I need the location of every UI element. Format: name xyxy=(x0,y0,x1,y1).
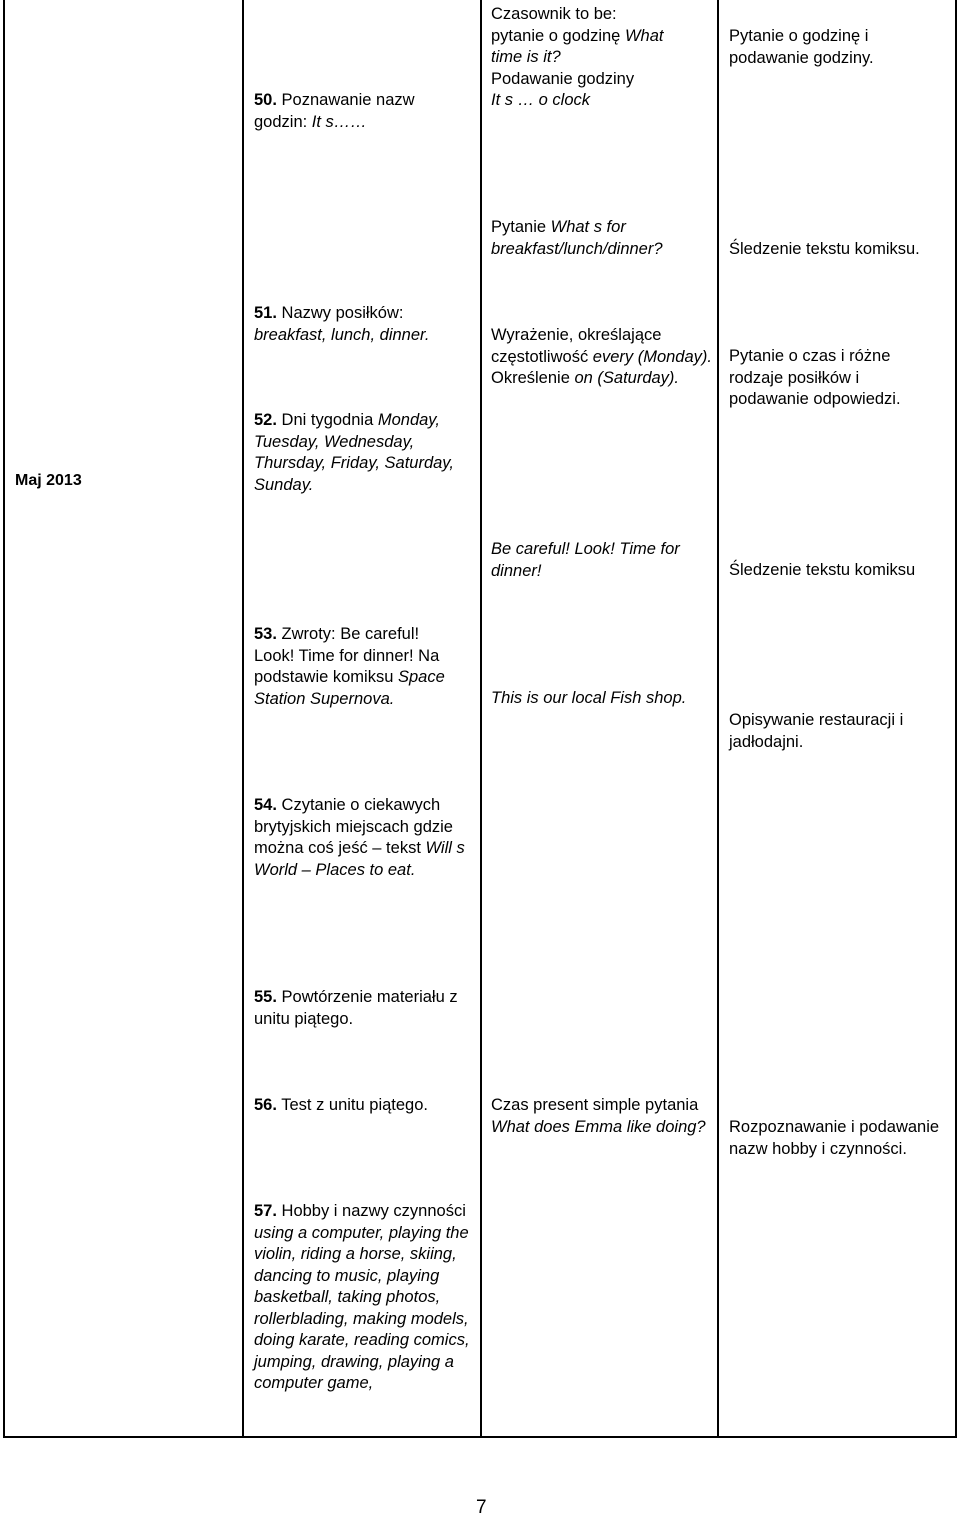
lesson-57-topic xyxy=(254,1201,472,1395)
lesson-50-topic xyxy=(254,90,469,133)
lesson-55-topic xyxy=(254,987,469,1030)
lesson-50-grammar-line1: Czasownik to be: xyxy=(491,5,617,23)
lesson-57-topic-text: Hobby i nazwy czynności xyxy=(281,1202,466,1220)
lesson-50-grammar-line5-italic: It s … o clock xyxy=(491,91,591,109)
lesson-51-grammar-2-italic-b: on (Saturday). xyxy=(574,369,680,387)
table-border-col1 xyxy=(242,0,244,1438)
lesson-51-skill-2: Pytanie o czas i różne rodzaje posiłków i podawanie odpowiedzi. xyxy=(729,347,901,408)
lesson-51-grammar-2-italic-a: every (Monday). xyxy=(592,347,712,366)
table-border-right xyxy=(955,0,957,1438)
lesson-56-grammar xyxy=(491,1095,713,1138)
lesson-56-skill: Rozpoznawanie i podawanie nazw hobby i czynności. xyxy=(729,1118,940,1158)
lesson-54-topic xyxy=(254,795,469,881)
lesson-52-topic-italic: Monday, Tuesday, Wednesday, Thursday, Friday, Saturday, Sunday. xyxy=(254,411,454,494)
lesson-51-grammar-2-text-b: Określenie xyxy=(491,369,575,387)
lesson-53-grammar-2-italic: This is our local Fish shop. xyxy=(491,689,687,707)
lesson-53-grammar-1 xyxy=(491,539,713,582)
lesson-52-topic xyxy=(254,410,469,496)
lesson-53-topic-text: Zwroty: Be careful! Look! Time for dinner! Na podstawie komiksu xyxy=(254,625,440,686)
lesson-54-number: 54. xyxy=(254,796,277,814)
lesson-56-number: 56. xyxy=(254,1096,277,1114)
lesson-53-topic xyxy=(254,624,454,710)
lesson-50-grammar-line3 xyxy=(491,47,713,69)
lesson-50-grammar-line5 xyxy=(491,90,713,112)
lesson-53-skill-1: Śledzenie tekstu komiksu xyxy=(729,561,916,579)
lesson-51-grammar-1 xyxy=(491,217,713,260)
lesson-51-grammar-1-italic: What s for breakfast/lunch/dinner? xyxy=(491,218,663,258)
lesson-51-grammar-2 xyxy=(491,325,713,390)
lesson-50-grammar-line4: Podawanie godziny xyxy=(491,69,635,88)
table-border-left xyxy=(3,0,5,1438)
month-label: Maj 2013 xyxy=(15,472,82,489)
lesson-50-grammar-line2-italic: What xyxy=(624,26,664,45)
table-border-col3 xyxy=(717,0,719,1438)
lesson-55-number: 55. xyxy=(254,988,277,1006)
lesson-51-topic-italic: breakfast, lunch, dinner. xyxy=(254,325,430,344)
lesson-50-topic-italic: It s…… xyxy=(311,112,367,131)
lesson-54-topic-italic: Will s World – Places to eat. xyxy=(254,839,465,879)
lesson-52-number: 52. xyxy=(254,411,277,429)
lesson-56-topic-text: Test z unitu piątego. xyxy=(281,1096,428,1114)
lesson-57-number: 57. xyxy=(254,1202,277,1220)
lesson-51-topic-text: Nazwy posiłków: xyxy=(281,304,404,322)
lesson-51-grammar-2-text-a: Wyrażenie, określające częstotliwość xyxy=(491,326,662,366)
lesson-51-grammar-1-text: Pytanie xyxy=(491,218,551,236)
lesson-51-topic xyxy=(254,303,469,346)
table-border-bottom xyxy=(3,1436,957,1438)
page-number: 7 xyxy=(476,1497,487,1518)
lesson-53-topic-italic: Space Station Supernova. xyxy=(254,668,445,708)
lesson-50-topic-text: Poznawanie nazw godzin: xyxy=(254,91,415,131)
lesson-53-grammar-2 xyxy=(491,688,701,710)
lesson-50-grammar-line3-italic: time is it? xyxy=(491,48,561,66)
lesson-50-skill: Pytanie o godzinę i podawanie godziny. xyxy=(729,27,874,67)
lesson-52-topic-text: Dni tygodnia xyxy=(281,411,378,429)
lesson-50-grammar-line2 xyxy=(491,26,713,48)
lesson-55-topic-text: Powtórzenie materiału z unitu piątego. xyxy=(254,988,458,1028)
lesson-56-topic xyxy=(254,1095,476,1117)
lesson-53-grammar-1-italic: Be careful! Look! Time for dinner! xyxy=(491,540,680,580)
lesson-51-number: 51. xyxy=(254,304,277,322)
table-border-col2 xyxy=(480,0,482,1438)
lesson-56-grammar-text: Czas present simple pytania xyxy=(491,1096,699,1114)
lesson-53-skill-2: Opisywanie restauracji i jadłodajni. xyxy=(729,711,904,751)
lesson-50-grammar xyxy=(491,4,713,112)
lesson-50-number: 50. xyxy=(254,91,277,109)
lesson-50-grammar-line2-text: pytanie o godzinę xyxy=(491,26,625,45)
lesson-54-topic-text: Czytanie o ciekawych brytyjskich miejscach gdzie można coś jeść – tekst xyxy=(254,796,453,857)
lesson-51-skill-1: Śledzenie tekstu komiksu. xyxy=(729,240,920,258)
lesson-57-topic-italic: using a computer, playing the violin, riding a horse, skiing, dancing to music, playing basketball, taking photos, rollerblading, making models, doing karate, reading comics, jumping, drawing, playing a computer game, xyxy=(254,1223,470,1392)
lesson-56-grammar-italic: What does Emma like doing? xyxy=(491,1117,706,1136)
lesson-53-number: 53. xyxy=(254,625,277,643)
